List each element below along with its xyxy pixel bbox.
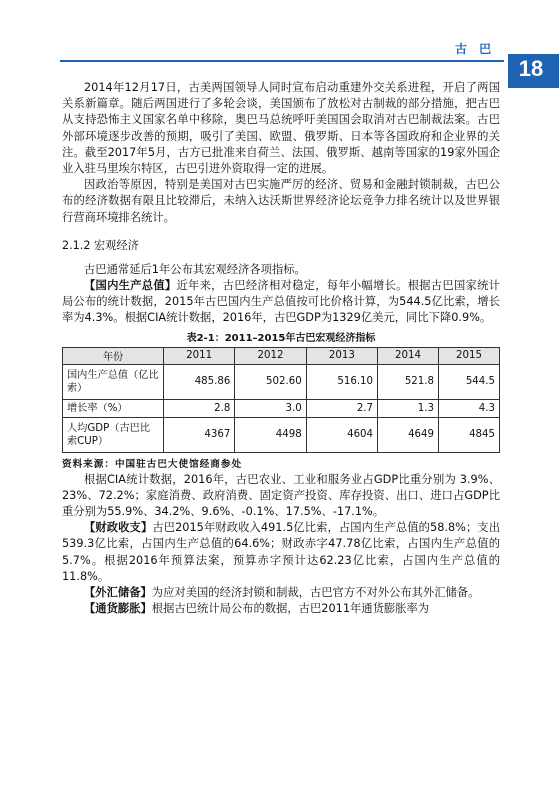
table-row (63, 364, 500, 399)
section-number: 2.1.2 (62, 238, 91, 252)
table-cell: 4498 (235, 417, 306, 452)
table-cell: 3.0 (235, 399, 306, 417)
gdp-label: 【国内生产总值】 (84, 279, 177, 293)
page-number: 18 (518, 56, 544, 81)
table-cell: 4845 (439, 417, 500, 452)
section-heading (62, 238, 500, 254)
table-cell: 521.8 (378, 364, 439, 399)
row-label: 人均GDP（古巴比索CUP） (63, 417, 164, 452)
gdp-text: 近年来，古巴经济相对稳定，每年小幅增长。根据古巴国家统计局公布的统计数据，2015年古巴国内生产总值按可比价格计算，为544.5亿比索，增长率为4.3%。根据CIA统计数据，2016年，古巴GDP为1329亿美元，同比下降0.9%。 (62, 279, 500, 325)
table-cell: 4604 (306, 417, 377, 452)
table-cell: 2.7 (306, 399, 377, 417)
paragraph-inflation (62, 601, 500, 617)
paragraph-sanctions: 因政治等原因，特别是美国对古巴实施严厉的经济、贸易和金融封锁制裁，古巴公布的经济数据有限且比较滞后，未纳入达沃斯世界经济论坛竞争力排名统计以及世界银行营商环境排名统计。 (62, 178, 500, 224)
table-cell: 2.8 (164, 399, 235, 417)
paragraph-relations: 2014年12月17日，古美两国领导人同时宣布启动重建外交关系进程，开启了两国关系新篇章。随后两国进行了多轮会谈，美国颁布了放松对古制裁的部分措施，把古巴从支持恐怖主义国家名单中移除，奥巴马总统呼吁美国国会取消对古巴制裁法案。古巴外部环境逐步改善的预期，吸引了美国、欧盟、俄罗斯、日本等各国政府和企业界的关注。截至2017年5月，古方已批准来自荷兰、法国、俄罗斯、越南等国家的19家外国企业入驻马里埃尔特区，古巴引进外资取得一定的进展。 (62, 81, 500, 176)
table-source: 资料来源：中国驻古巴大使馆经商参处 (62, 458, 243, 470)
header-country-name: 古 巴 (455, 42, 496, 56)
table-header-cell: 2011 (164, 347, 235, 364)
paragraph-gdp (62, 278, 500, 327)
reserve-text: 为应对美国的经济封锁和制裁，古巴官方不对外公布其外汇储备。 (151, 586, 480, 600)
inflation-label: 【通货膨胀】 (84, 602, 152, 616)
table-cell: 544.5 (439, 364, 500, 399)
header-rule (60, 60, 504, 62)
table-header-cell: 年份 (63, 347, 164, 364)
row-label: 增长率（%） (63, 399, 164, 417)
table-cell: 516.10 (306, 364, 377, 399)
table-cell: 1.3 (378, 399, 439, 417)
macro-table (62, 347, 500, 453)
table-cell: 4.3 (439, 399, 500, 417)
table-header-cell: 2014 (378, 347, 439, 364)
paragraph-reserve (62, 585, 500, 601)
finance-label: 【财政收支】 (84, 521, 153, 535)
finance-text: 古巴2015年财政收入491.5亿比索，占国内生产总值的58.8%；支出539.3亿比索，占国内生产总值的64.6%；财政赤字47.78亿比索，占国内生产总值的5.7%。根据2016年预算法案，预算赤字预计达62.23亿比索，占国内生产总值的11.8%。 (62, 521, 500, 583)
table-header-cell: 2012 (235, 347, 306, 364)
reserve-label: 【外汇储备】 (84, 586, 152, 600)
table-cell: 502.60 (235, 364, 306, 399)
table-cell: 4649 (378, 417, 439, 452)
table-row (63, 399, 500, 417)
paragraph-intro: 古巴通常延后1年公布其宏观经济各项指标。 (84, 262, 306, 276)
table-header-cell: 2015 (439, 347, 500, 364)
paragraph-finance (62, 520, 500, 585)
table-row (63, 417, 500, 452)
section-title: 宏观经济 (94, 238, 139, 252)
table-title: 表2-1：2011–2015年古巴宏观经济指标 (186, 332, 376, 344)
table-header-cell: 2013 (306, 347, 377, 364)
table-cell: 4367 (164, 417, 235, 452)
page-content (62, 80, 500, 617)
table-cell: 485.86 (164, 364, 235, 399)
paragraph-cia: 根据CIA统计数据，2016年，古巴农业、工业和服务业占GDP比重分别为 3.9%、23%、72.2%；家庭消费、政府消费、固定资产投资、库存投资、出口、进口占GDP比重分别为55.9%、34.2%、9.6%、-0.1%、17.5%、-17.1%。 (62, 472, 500, 519)
table-header-row (63, 347, 500, 364)
row-label: 国内生产总值（亿比索） (63, 364, 164, 399)
inflation-text: 根据古巴统计局公布的数据，古巴2011年通货膨胀率为 (151, 602, 430, 616)
